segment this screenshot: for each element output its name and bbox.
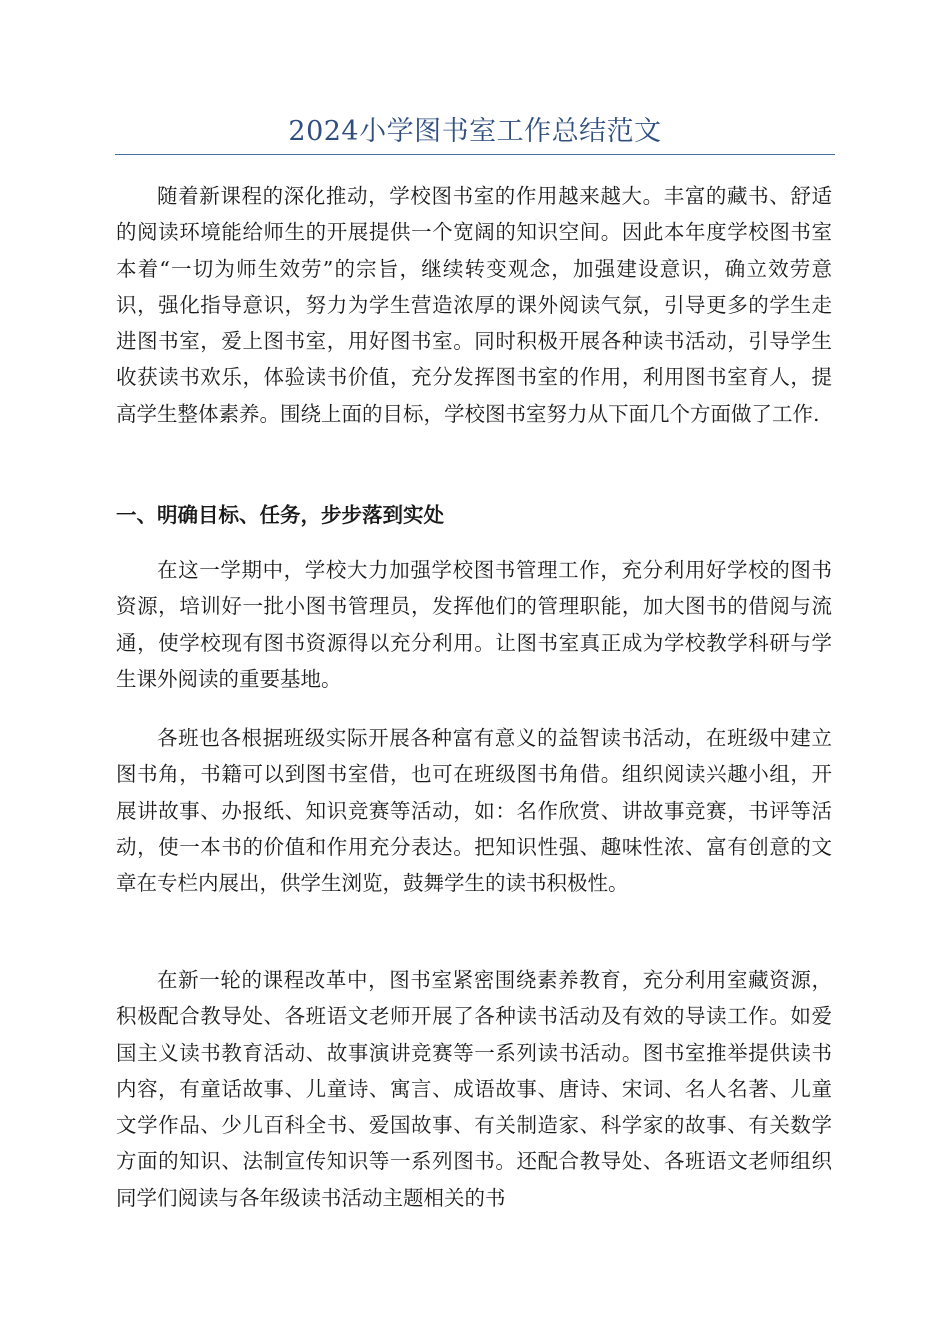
section-heading: 一、明确目标、任务，步步落到实处 (116, 503, 444, 527)
intro-paragraph: 随着新课程的深化推动，学校图书室的作用越来越大。丰富的藏书、舒适的阅读环境能给师生的开展提供一个宽阔的知识空间。因此本年度学校图书室本着“一切为师生效劳”的宗旨，继续转变观念，加强建设意识，确立效劳意识，强化指导意识，努力为学生营造浓厚的课外阅读气氛，引导更多的学生走进图书室，爱上图书室，用好图书室。同时积极开展各种读书活动，引导学生收获读书欢乐，体验读书价值，充分发挥图书室的作用，利用图书室育人，提高学生整体素养。围绕上面的目标，学校图书室努力从下面几个方面做了工作. (116, 184, 832, 426)
paragraph-1: 在这一学期中，学校大力加强学校图书管理工作，充分利用好学校的图书资源，培训好一批小图书管理员，发挥他们的管理职能，加大图书的借阅与流通，使学校现有图书资源得以充分利用。让图书室真正成为学校教学科研与学生课外阅读的重要基地。 (116, 558, 832, 691)
title-underline (115, 154, 835, 155)
paragraph-2: 各班也各根据班级实际开展各种富有意义的益智读书活动，在班级中建立图书角，书籍可以到图书室借，也可在班级图书角借。组织阅读兴趣小组，开展讲故事、办报纸、知识竞赛等活动，如：名作欣赏、讲故事竞赛，书评等活动，使一本书的价值和作用充分表达。把知识性强、趣味性浓、富有创意的文章在专栏内展出，供学生浏览，鼓舞学生的读书积极性。 (116, 726, 832, 896)
paragraph-3: 在新一轮的课程改革中，图书室紧密围绕素养教育，充分利用室藏资源，积极配合教导处、各班语文老师开展了各种读书活动及有效的导读工作。如爱国主义读书教育活动、故事演讲竞赛等一系列读书活动。图书室推举提供读书内容，有童话故事、儿童诗、寓言、成语故事、唐诗、宋词、名人名著、儿童文学作品、少儿百科全书、爱国故事、有关制造家、科学家的故事、有关数学方面的知识、法制宣传知识等一系列图书。还配合教导处、各班语文老师组织同学们阅读与各年级读书活动主题相关的书 (116, 968, 832, 1210)
document-title: 2024小学图书室工作总结范文 (288, 116, 662, 147)
